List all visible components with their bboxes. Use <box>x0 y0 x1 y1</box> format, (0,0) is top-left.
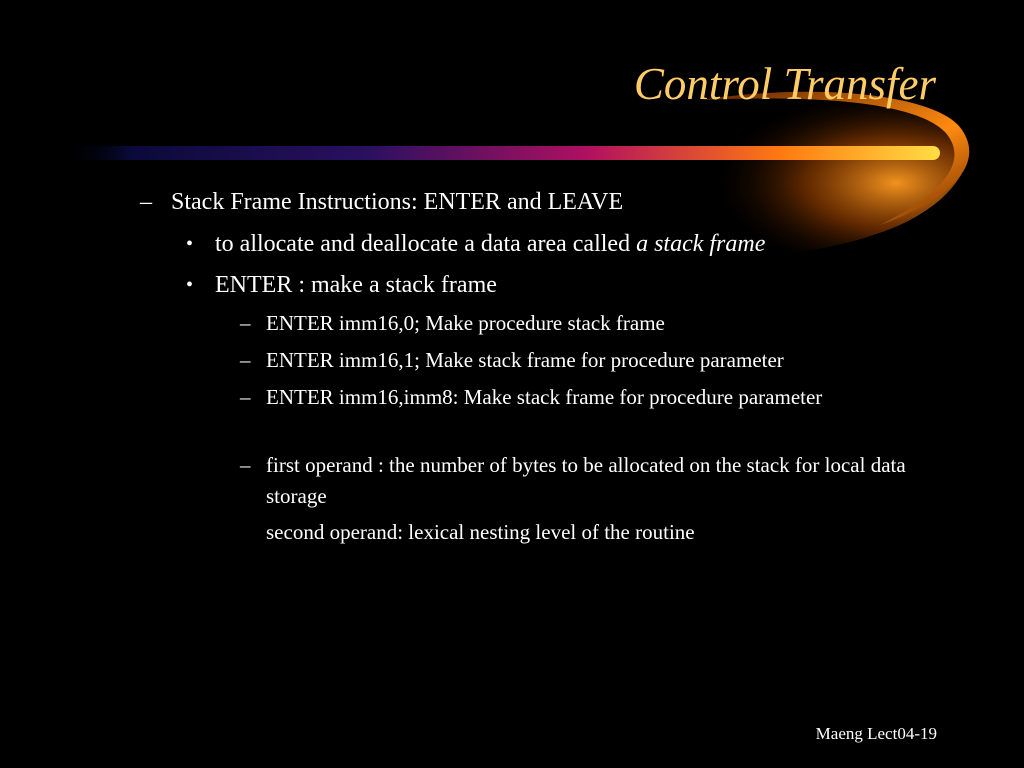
sub-item-text: ENTER imm16,imm8: Make stack frame for procedure parameter <box>266 385 823 409</box>
bullet-marker: • <box>186 274 194 296</box>
sub-item <box>240 308 920 339</box>
dash-marker: – <box>240 348 251 372</box>
sub-item-text: ENTER imm16,0; Make procedure stack frame <box>266 311 665 335</box>
bullet-text: to allocate and deallocate a data area called <box>215 231 637 257</box>
dash-marker: – <box>140 189 152 215</box>
sub-item-text: ENTER imm16,1; Make stack frame for procedure parameter <box>266 348 784 372</box>
sub-item-text: first operand : the number of bytes to be allocated on the stack for local data storage <box>266 453 906 508</box>
slide-title: Control Transfer <box>633 59 936 109</box>
sub-item <box>240 382 860 413</box>
swoosh-band <box>60 146 940 160</box>
slide-footer: Maeng Lect04-19 <box>815 724 937 743</box>
continuation-line <box>240 517 920 548</box>
dash-marker: – <box>240 453 251 477</box>
bullet-text: ENTER : make a stack frame <box>215 272 497 298</box>
outline-heading <box>140 186 623 218</box>
continuation-text: second operand: lexical nesting level of the routine <box>266 520 695 544</box>
dash-marker: – <box>240 311 251 335</box>
outline-heading-text: Stack Frame Instructions: ENTER and LEAVE <box>171 189 624 215</box>
sub-item <box>240 450 930 512</box>
dash-marker: – <box>240 385 251 409</box>
sub-item <box>240 345 920 376</box>
bullet-item <box>186 269 497 301</box>
bullet-emphasis: a stack frame <box>636 231 766 257</box>
bullet-item <box>186 228 765 260</box>
bullet-marker: • <box>186 233 194 255</box>
